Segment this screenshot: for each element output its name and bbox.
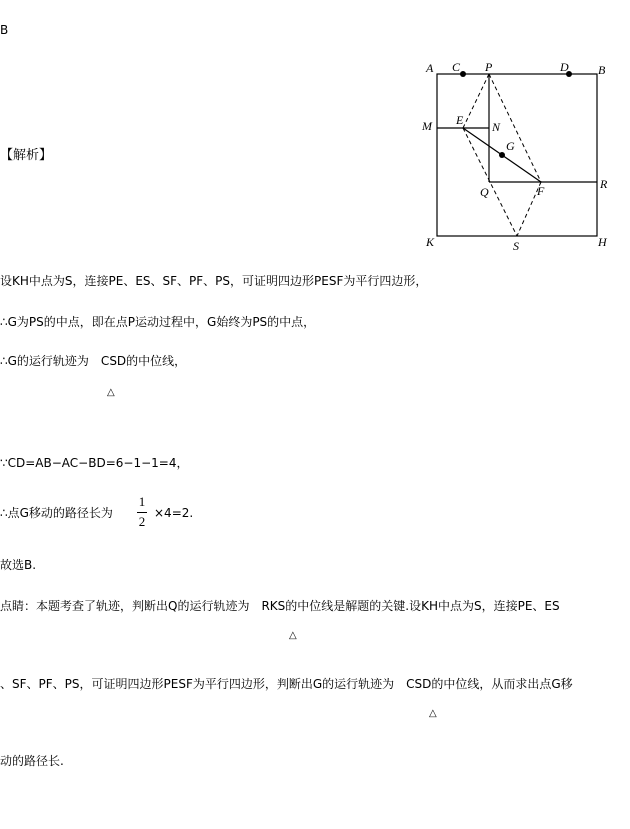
label-C: C	[452, 60, 461, 74]
solution-line-2: ∴G为PS的中点，即在点P运动过程中，G始终为PS的中点，	[0, 315, 316, 329]
solution-line-6: 故选B.	[0, 558, 37, 572]
solution-line-5-prefix: ∴点G移动的路径长为	[0, 506, 113, 520]
solution-line-3: ∴G的运行轨迹为 CSD的中位线，	[0, 354, 187, 368]
label-H: H	[598, 235, 607, 249]
label-R: R	[600, 177, 608, 191]
fraction-numerator: 1	[138, 494, 146, 509]
solution-line-1: 设KH中点为S，连接PE、ES、SF、PF、PS，可证明四边形PESF为平行四边形，	[0, 274, 428, 288]
answer-letter: B	[0, 23, 9, 37]
comment-line-2: 、SF、PF、PS，可证明四边形PESF为平行四边形，判断出G的运行轨迹为 CSD的中位线，从而求出点G移	[0, 677, 573, 691]
comment-line-1: 点睛：本题考查了轨迹，判断出Q的运行轨迹为 RKS的中位线是解题的关键.设KH中点为S，连接PE、ES	[0, 599, 560, 613]
dashed-PE	[463, 74, 489, 128]
fraction-denominator: 2	[138, 514, 146, 529]
triangle-symbol: △	[289, 630, 297, 641]
geometry-figure	[0, 0, 630, 260]
label-N: N	[492, 120, 501, 134]
label-A: A	[426, 61, 434, 75]
label-B: B	[598, 63, 606, 77]
solution-line-4: ∵CD=AB−AC−BD=6−1−1=4，	[0, 456, 189, 470]
solution-line-5-suffix: ×4=2.	[154, 506, 194, 520]
fraction-bar	[137, 512, 147, 513]
label-M: M	[422, 119, 432, 133]
comment-line-3: 动的路径长.	[0, 754, 64, 768]
label-S: S	[513, 239, 519, 253]
outer-rectangle	[437, 74, 597, 236]
triangle-symbol: △	[429, 708, 437, 719]
point-G	[499, 152, 505, 158]
label-K: K	[426, 235, 435, 249]
label-Q: Q	[480, 185, 489, 199]
label-P: P	[485, 60, 493, 74]
label-E: E	[456, 113, 464, 127]
point-C	[460, 71, 466, 77]
label-G: G	[506, 139, 515, 153]
analysis-heading: 【解析】	[0, 148, 53, 163]
label-F: F	[537, 184, 545, 198]
label-D: D	[560, 60, 569, 74]
triangle-symbol: △	[107, 387, 115, 398]
